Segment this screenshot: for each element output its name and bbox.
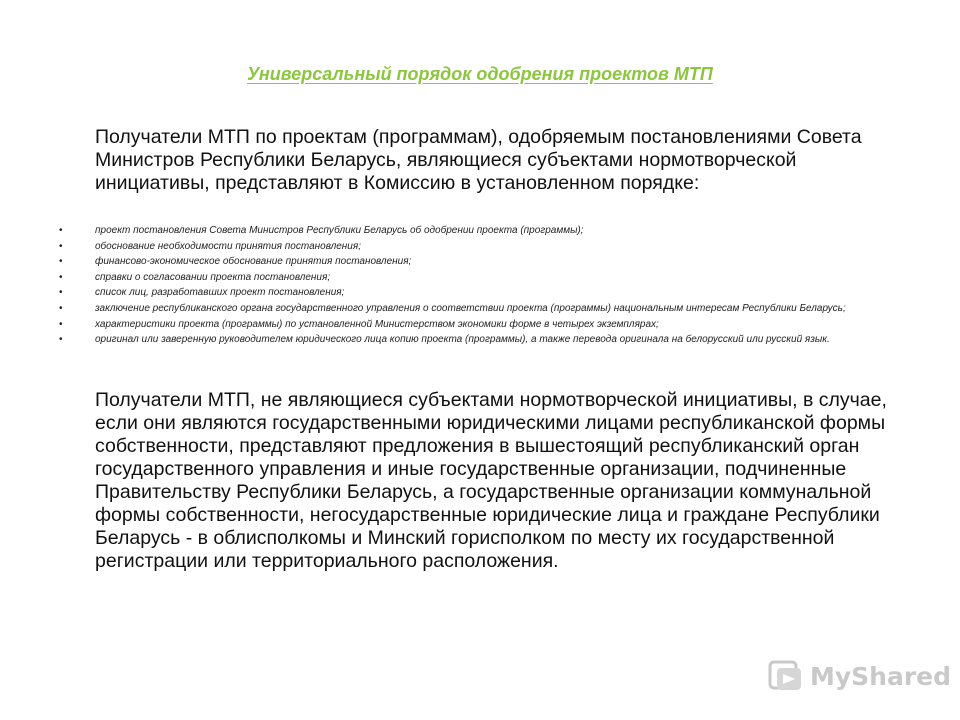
bullet-icon: • (59, 271, 63, 283)
slide-title: Универсальный порядок одобрения проектов МТП (247, 64, 713, 84)
myshared-logo-icon (768, 658, 804, 694)
list-item (55, 225, 885, 236)
list-item-text: финансово-экономическое обоснование принятия постановления; (95, 256, 412, 268)
list-item-text: справки о согласовании проекта постановления; (95, 271, 331, 283)
list-item-text: список лиц, разработавших проект постановления; (95, 287, 345, 299)
watermark-text: MyShared (810, 661, 952, 691)
list-item (55, 256, 885, 267)
bullet-icon: • (59, 287, 63, 299)
list-item (55, 241, 885, 252)
bullet-icon: • (59, 318, 63, 330)
list-item-text: заключение республиканского органа государственного управления о соответствии проекта (программы) национальным интересам Республики Беларусь; (95, 302, 846, 314)
bullet-icon: • (59, 225, 63, 236)
list-item (55, 287, 885, 298)
paragraph-recipients-initiative: Получатели МТП по проектам (программам), одобряемым постановлениями Совета Министров Республики Беларусь, являющиеся субъектами нормотворческой инициативы, представляют в Комиссию в установленном порядке: (95, 126, 862, 194)
bullet-icon: • (59, 334, 63, 346)
myshared-watermark[interactable] (768, 658, 951, 694)
bullet-icon: • (59, 256, 63, 268)
list-item (55, 272, 885, 283)
list-item-text: обоснование необходимости принятия постановления; (95, 240, 361, 252)
list-item (55, 319, 885, 330)
list-item (55, 303, 885, 314)
list-item (55, 334, 885, 345)
bullet-icon: • (59, 240, 63, 252)
document-list (55, 225, 885, 350)
list-item-text: оригинал или заверенную руководителем юридического лица копию проекта (программы), а также перевода оригинала на белорусский или русский язык. (95, 334, 830, 346)
list-item-text: характеристики проекта (программы) по установленной Министерством экономики форме в четырех экземплярах; (95, 318, 659, 330)
list-item-text: проект постановления Совета Министров Республики Беларусь об одобрении проекта (программы); (95, 225, 584, 236)
paragraph-recipients-non-initiative: Получатели МТП, не являющиеся субъектами нормотворческой инициативы, в случае, если они являются государственными юридическими лицами республиканской формы собственности, представляют предложения в вышестоящий республиканский орган государственного управления и иные государственные организации, подчиненные Правительству Республики Беларусь, а государственные организации коммунальной формы собственности, негосударственные юридические лица и граждане Республики Беларусь - в облисполкомы и Минский горисполком по месту их государственной регистрации или территориального расположения. (95, 389, 887, 572)
bullet-icon: • (59, 302, 63, 314)
